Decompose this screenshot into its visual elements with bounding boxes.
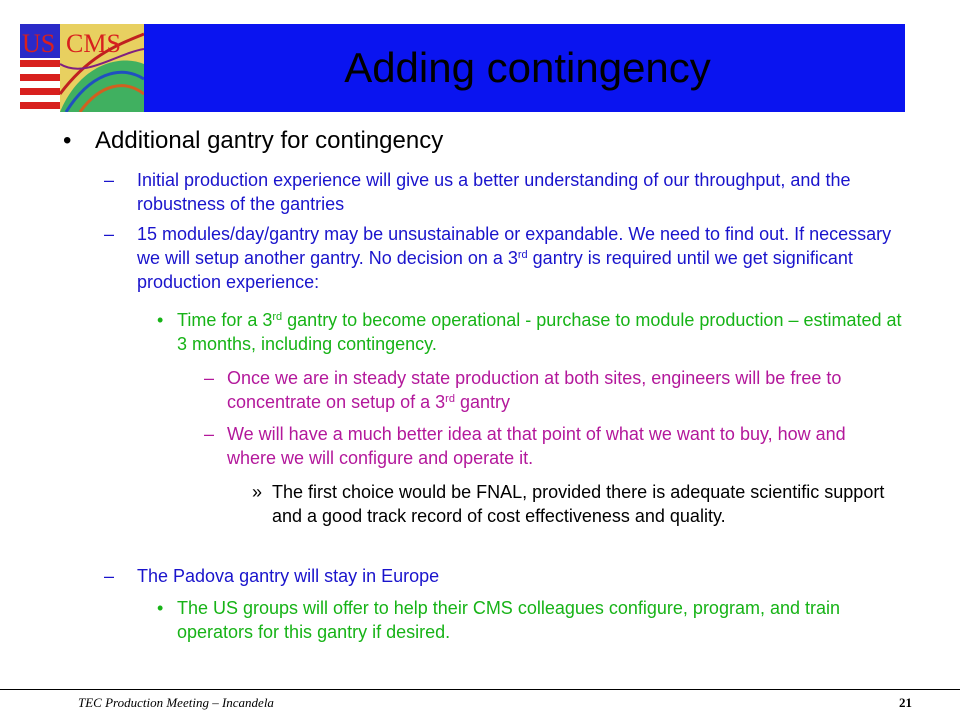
subbullet-text: The Padova gantry will stay in Europe — [137, 566, 440, 586]
subbullet-modules-per-day — [104, 222, 904, 294]
uscms-logo-graphic — [20, 24, 144, 112]
raquo-marker: » — [252, 482, 263, 502]
subbullet-padova — [104, 564, 904, 588]
subbullet-text: We will have a much better idea at that point of what we want to buy, how and where we will configure and operate it. — [227, 424, 846, 468]
subbullet-text: The first choice would be FNAL, provided there is adequate scientific support and a good track record of cost effectiveness and quality. — [272, 482, 885, 526]
page-number: 21 — [899, 695, 912, 710]
subbullet-text: The US groups will offer to help their CMS colleagues configure, program, and train operators for this gantry if desired. — [177, 598, 841, 642]
subbullet-better-idea — [204, 422, 894, 470]
bullet-marker: • — [157, 310, 164, 330]
bullet-text: Additional gantry for contingency — [95, 127, 444, 154]
subbullet-text: Once we are in steady state production at both sites, engineers will be free to concentrate on setup of a 3rd gantry — [227, 368, 842, 412]
subbullet-time-for-gantry — [157, 308, 907, 356]
subbullet-steady-state — [204, 366, 904, 414]
dash-marker: – — [104, 170, 115, 190]
uscms-logo — [20, 24, 144, 112]
dash-marker: – — [204, 424, 215, 444]
logo-us-text: US — [22, 29, 56, 58]
bullet-marker: • — [157, 598, 164, 618]
slide-title: Adding contingency — [344, 44, 711, 91]
footer-divider — [0, 689, 960, 690]
subbullet-text: 15 modules/day/gantry may be unsustainable or expandable. We need to find out. If necessary we will setup another gantry. No decision on a 3rd gantry is required until we get significant production experience: — [137, 224, 892, 292]
dash-marker: – — [204, 368, 215, 388]
subbullet-us-groups — [157, 596, 887, 644]
bullet-marker: • — [63, 127, 72, 154]
subbullet-fnal-choice — [252, 480, 904, 528]
dash-marker: – — [104, 566, 115, 586]
subbullet-text: Initial production experience will give us a better understanding of our throughput, and the robustness of the gantries — [137, 170, 851, 214]
dash-marker: – — [104, 224, 115, 244]
subbullet-text: Time for a 3rd gantry to become operational - purchase to module production – estimated at 3 months, including contingency. — [177, 310, 902, 354]
logo-cms-text: CMS — [66, 29, 121, 58]
footer-text: TEC Production Meeting – Incandela — [78, 695, 274, 710]
subbullet-throughput — [104, 168, 904, 216]
